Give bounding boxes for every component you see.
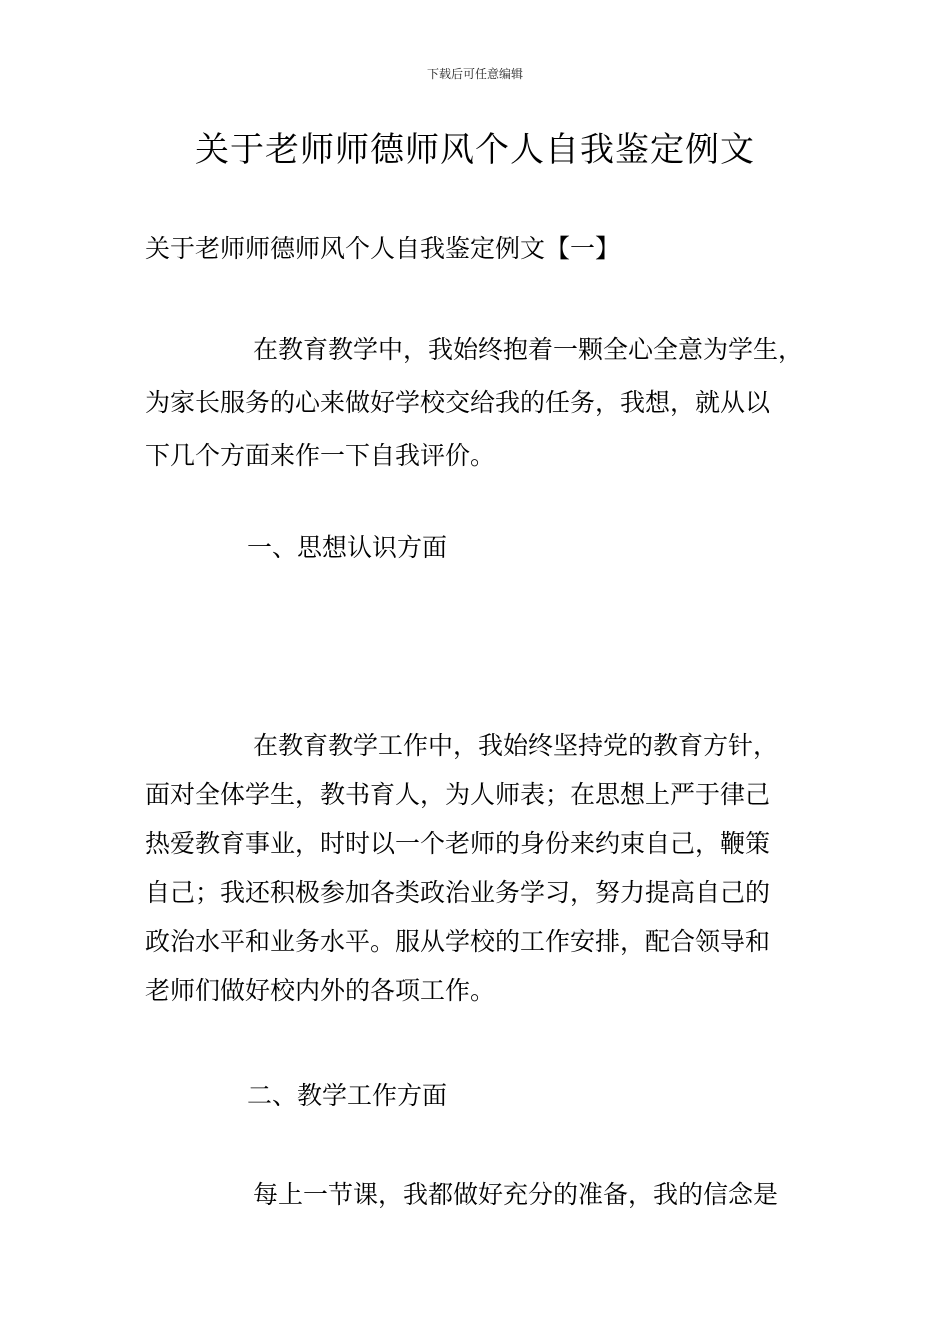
paragraph-2-line: 在教育教学工作中，我始终坚持党的教育方针，	[253, 731, 779, 760]
paragraph-1	[145, 325, 815, 480]
paragraph-3-line: 每上一节课，我都做好充分的准备，我的信念是	[253, 1180, 779, 1209]
page-header-note: 下载后可任意编辑	[426, 67, 523, 81]
section-heading-ideology: 一、思想认识方面	[247, 533, 448, 562]
paragraph-2-line: 老师们做好校内外的各项工作。	[145, 976, 496, 1005]
paragraph-2-line: 热爱教育事业，时时以一个老师的身份来约束自己，鞭策	[145, 829, 771, 858]
paragraph-2-line: 自己；我还积极参加各类政治业务学习，努力提高自己的	[145, 878, 771, 907]
paragraph-3	[145, 1170, 815, 1219]
paragraph-1-line: 在教育教学中，我始终抱着一颗全心全意为学生，	[253, 335, 804, 364]
document-subtitle: 关于老师师德师风个人自我鉴定例文【一】	[145, 234, 621, 263]
paragraph-2-line: 面对全体学生，教书育人，为人师表；在思想上严于律己	[145, 780, 771, 809]
section-heading-teaching: 二、教学工作方面	[247, 1081, 448, 1110]
paragraph-2-line: 政治水平和业务水平。服从学校的工作安排，配合领导和	[145, 927, 771, 956]
paragraph-1-line: 为家长服务的心来做好学校交给我的任务，我想，就从以	[145, 388, 771, 417]
document-title: 关于老师师德师风个人自我鉴定例文	[195, 130, 755, 170]
paragraph-2	[145, 721, 815, 1015]
paragraph-1-line: 下几个方面来作一下自我评价。	[145, 441, 496, 470]
